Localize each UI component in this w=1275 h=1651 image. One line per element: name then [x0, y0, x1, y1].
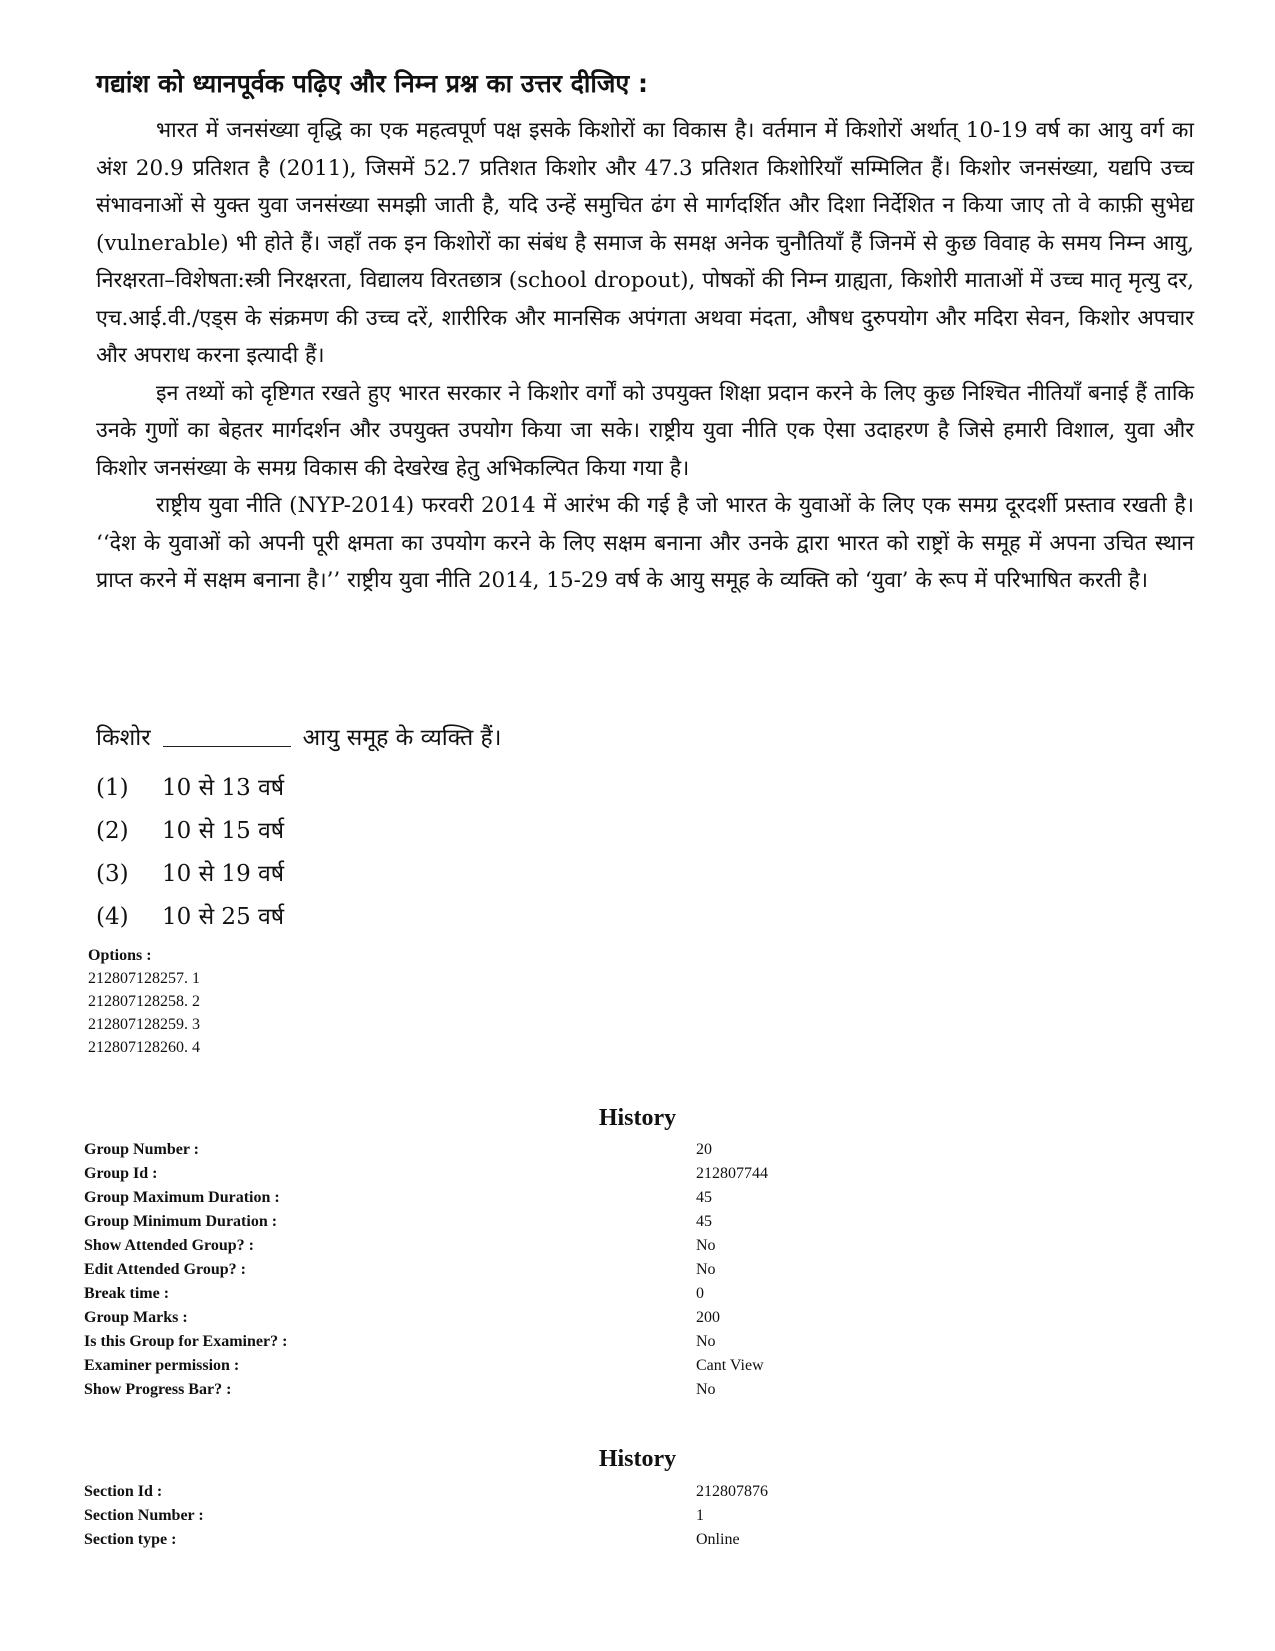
option-id-4: 212807128260. 4 [88, 1039, 200, 1056]
group-title: History [598, 1105, 677, 1131]
group-row-label: Group Minimum Duration : [84, 1213, 278, 1230]
question-text-after: आयु समूह के व्यक्ति हैं। [302, 725, 502, 751]
group-row-value: 45 [696, 1213, 712, 1230]
group-row-value: No [696, 1333, 716, 1350]
section-row-label: Section type : [84, 1531, 177, 1548]
group-row-label: Show Attended Group? : [84, 1237, 254, 1254]
group-row-label: Group Maximum Duration : [84, 1189, 280, 1206]
section-row-value: Online [696, 1531, 740, 1548]
group-row-label: Show Progress Bar? : [84, 1381, 232, 1398]
choice-2 [96, 813, 284, 845]
option-id-1: 212807128257. 1 [88, 970, 200, 987]
group-row-value: Cant View [696, 1357, 764, 1374]
choice-number: (2) [96, 818, 129, 844]
options-label: Options : [88, 947, 152, 964]
option-id-3: 212807128259. 3 [88, 1016, 200, 1033]
passage-paragraph-3: राष्ट्रीय युवा नीति (NYP-2014) फरवरी 2014 में आरंभ की गई है जो भारत के युवाओं के लिए एक समग्र दूरदर्शी प्रस्ताव रखती है। ‘‘देश के युवाओं को अपनी पूरी क्षमता का उपयोग करने के लिए सक्षम बनाना और उनके द्वारा भारत को राष्ट्रों के समूह में अपना उचित स्थान प्राप्त करने में सक्षम बनाना है।’’ राष्ट्रीय युवा नीति 2014, 15-29 वर्ष के आयु समूह के व्यक्ति को ‘युवा’ के रूप में परिभाषित करती है। [96, 493, 1194, 593]
choice-number: (4) [96, 904, 129, 930]
passage-paragraph-1: भारत में जनसंख्या वृद्धि का एक महत्वपूर्ण पक्ष इसके किशोरों का विकास है। वर्तमान में किशोरों अर्थात् 10-19 वर्ष का आयु वर्ग का अंश 20.9 प्रतिशत है (2011), जिसमें 52.7 प्रतिशत किशोर और 47.3 प्रतिशत किशोरियाँ सम्मिलित हैं। किशोर जनसंख्या, यद्यपि उच्च संभावनाओं से युक्त युवा जनसंख्या समझी जाती है, यदि उन्हें समुचित ढंग से मार्गदर्शित और दिशा निर्देशित न किया जाए तो वे काफ़ी सुभेद्य (vulnerable) भी होते हैं। जहाँ तक इन किशोरों का संबंध है समाज के समक्ष अनेक चुनौतियाँ हैं जिनमें से कुछ विवाह के समय निम्न आयु, निरक्षरता–विशेषता:स्त्री निरक्षरता, विद्यालय विरतछात्र (school dropout), पोषकों की निम्न ग्राह्यता, किशोरी माताओं में उच्च मातृ मृत्यु दर, एच.आई.वी./एड्स के संक्रमण की उच्च दरें, शारीरिक और मानसिक अपंगता अथवा मंदता, औषध दुरुपयोग और मदिरा सेवन, किशोर अपचार और अपराध करना इत्यादी हैं। [96, 118, 1194, 368]
group-row-label: Edit Attended Group? : [84, 1261, 246, 1278]
choice-text: 10 से 13 वर्ष [162, 775, 285, 801]
choice-text: 10 से 25 वर्ष [162, 904, 285, 930]
passage-text [96, 112, 1194, 600]
group-row-label: Group Id : [84, 1165, 158, 1182]
group-row-label: Break time : [84, 1285, 170, 1302]
group-row-value: 212807744 [696, 1165, 768, 1182]
group-row-value: 45 [696, 1189, 712, 1206]
question-stem [96, 720, 501, 752]
section-title: History [598, 1446, 677, 1472]
choice-3 [96, 856, 284, 888]
group-row-label: Group Number : [84, 1141, 199, 1158]
passage-paragraph-2: इन तथ्यों को दृष्टिगत रखते हुए भारत सरकार ने किशोर वर्गों को उपयुक्त शिक्षा प्रदान करने के लिए कुछ निश्चित नीतियाँ बनाई हैं ताकि उनके गुणों का बेहतर मार्गदर्शन और उपयुक्त उपयोग किया जा सके। राष्ट्रीय युवा नीति एक ऐसा उदाहरण है जिसे हमारी विशाल, युवा और किशोर जनसंख्या के समग्र विकास की देखरेख हेतु अभिकल्पित किया गया है। [96, 380, 1194, 481]
section-row-value: 212807876 [696, 1483, 768, 1500]
choice-text: 10 से 15 वर्ष [162, 818, 285, 844]
group-row-value: No [696, 1261, 716, 1278]
group-row-label: Is this Group for Examiner? : [84, 1333, 288, 1350]
choice-number: (1) [96, 775, 129, 801]
choice-text: 10 से 19 वर्ष [162, 861, 285, 887]
choice-4 [96, 899, 284, 931]
passage-instruction-heading: गद्यांश को ध्यानपूर्वक पढ़िए और निम्न प्रश्न का उत्तर दीजिए : [96, 69, 648, 98]
question-blank [163, 746, 291, 747]
question-text-before: किशोर [96, 725, 151, 751]
option-id-2: 212807128258. 2 [88, 993, 200, 1010]
group-row-value: 200 [696, 1309, 720, 1326]
section-row-label: Section Id : [84, 1483, 163, 1500]
group-row-value: 20 [696, 1141, 712, 1158]
section-row-label: Section Number : [84, 1507, 204, 1524]
group-row-value: No [696, 1381, 716, 1398]
choice-number: (3) [96, 861, 129, 887]
group-row-value: No [696, 1237, 716, 1254]
group-row-label: Examiner permission : [84, 1357, 240, 1374]
group-row-value: 0 [696, 1285, 704, 1302]
group-row-label: Group Marks : [84, 1309, 188, 1326]
choice-1 [96, 770, 284, 802]
section-row-value: 1 [696, 1507, 704, 1524]
